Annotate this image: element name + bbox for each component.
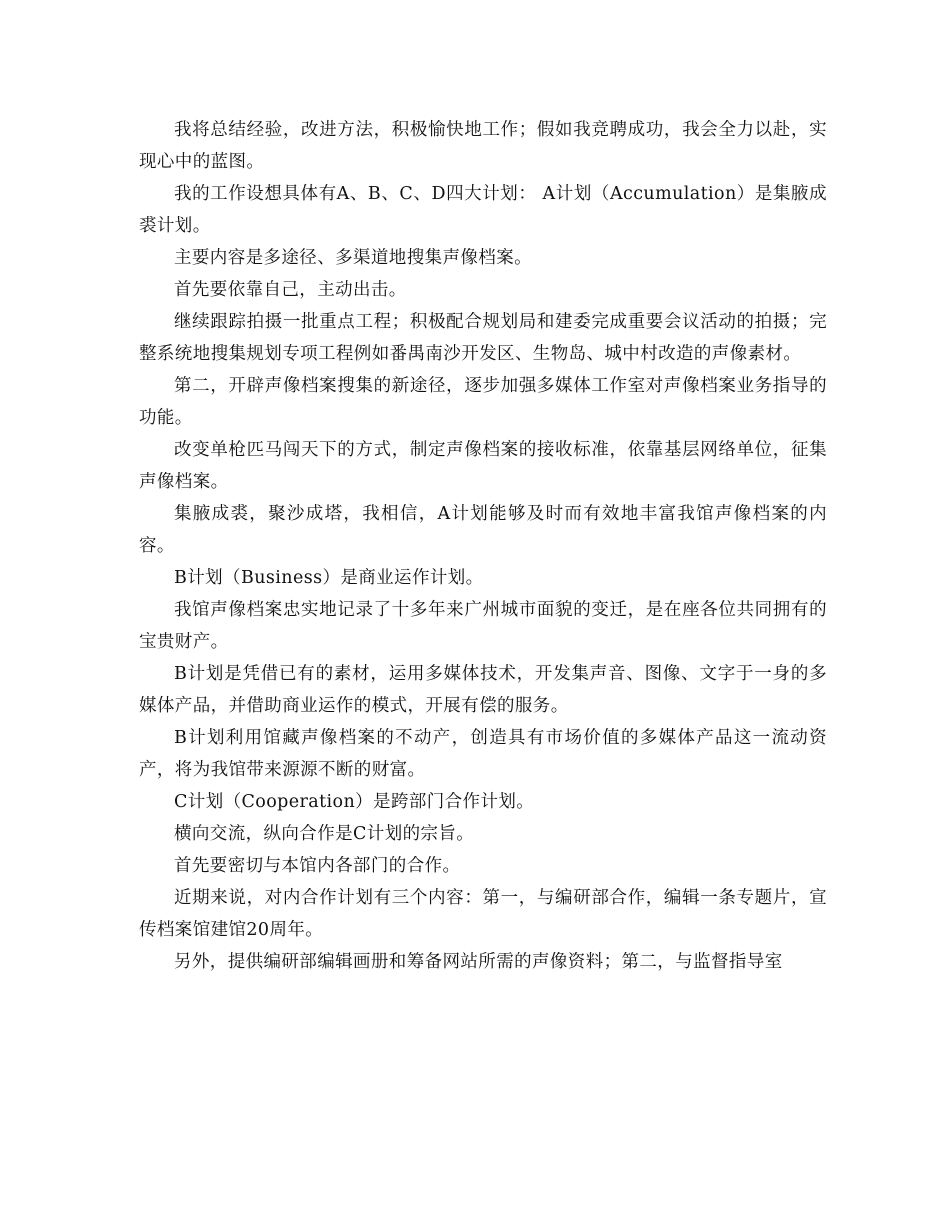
paragraph-4: 首先要依靠自己，主动出击。 <box>174 280 407 300</box>
paragraph-10: 我馆声像档案忠实地记录了十多年来广州城市面貌的变迁，是在座各位共同拥有的宝贵财产。 <box>139 600 827 652</box>
paragraph-2: 我的工作设想具体有A、B、C、D四大计划： A计划（Accumulation）是集腋成裘计划。 <box>139 184 827 236</box>
paragraph-15: 首先要密切与本馆内各部门的合作。 <box>174 856 461 876</box>
paragraph-1: 我将总结经验，改进方法，积极愉快地工作；假如我竞聘成功，我会全力以赴，实现心中的蓝图。 <box>139 120 827 172</box>
paragraph-11: B计划是凭借已有的素材，运用多媒体技术，开发集声音、图像、文字于一身的多媒体产品，并借助商业运作的模式，开展有偿的服务。 <box>139 664 827 716</box>
paragraph-13: C计划（Cooperation）是跨部门合作计划。 <box>174 792 535 812</box>
paragraph-17: 另外，提供编研部编辑画册和筹备网站所需的声像资料；第二，与监督指导室 <box>174 952 783 972</box>
paragraph-8: 集腋成裘，聚沙成塔，我相信，A计划能够及时而有效地丰富我馆声像档案的内容。 <box>139 504 827 556</box>
paragraph-16: 近期来说，对内合作计划有三个内容：第一，与编研部合作，编辑一条专题片，宣传档案馆建馆20周年。 <box>139 888 827 940</box>
paragraph-14: 横向交流，纵向合作是C计划的宗旨。 <box>174 824 475 844</box>
paragraph-12: B计划利用馆藏声像档案的不动产，创造具有市场价值的多媒体产品这一流动资产，将为我馆带来源源不断的财富。 <box>139 728 827 780</box>
document-body <box>139 114 827 978</box>
paragraph-6: 第二，开辟声像档案搜集的新途径，逐步加强多媒体工作室对声像档案业务指导的功能。 <box>139 376 827 428</box>
paragraph-7: 改变单枪匹马闯天下的方式，制定声像档案的接收标准，依靠基层网络单位，征集声像档案。 <box>139 440 827 492</box>
paragraph-5: 继续跟踪拍摄一批重点工程；积极配合规划局和建委完成重要会议活动的拍摄；完整系统地搜集规划专项工程例如番禺南沙开发区、生物岛、城中村改造的声像素材。 <box>139 312 827 364</box>
paragraph-9: B计划（Business）是商业运作计划。 <box>174 568 484 588</box>
paragraph-3: 主要内容是多途径、多渠道地搜集声像档案。 <box>174 248 532 268</box>
